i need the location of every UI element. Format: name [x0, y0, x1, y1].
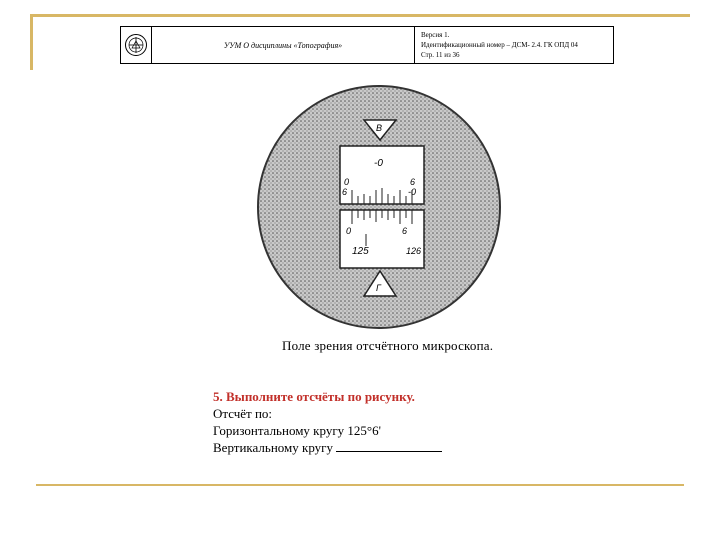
- task-line-2: Горизонтальному кругу 125°6': [213, 423, 381, 438]
- upper-scale-right-bottom: -0: [408, 187, 417, 197]
- lower-scale-right: 6: [402, 226, 408, 236]
- lower-scale-right-label: 126: [406, 246, 422, 256]
- seal-icon: [124, 33, 148, 57]
- header-title: УУМ О дисциплины «Топография»: [152, 27, 415, 63]
- lower-scale-main-label: 125: [352, 246, 369, 257]
- header-identifier: Идентификационный номер – ДСМ- 2.4. ГК ОПД 04: [421, 41, 578, 49]
- header-page: Стр. 11 из 36: [421, 51, 460, 59]
- lower-scale-window: [340, 210, 424, 268]
- task-title: 5. Выполните отсчёты по рисунку.: [213, 389, 415, 404]
- header-info: [415, 27, 613, 63]
- upper-scale-left-bottom: 6: [342, 187, 348, 197]
- upper-scale-left-top: 0: [344, 177, 350, 187]
- bottom-index-label: Г: [376, 283, 381, 293]
- task-line-3-text: Вертикальному кругу: [213, 440, 333, 455]
- answer-blank: [336, 440, 442, 452]
- upper-scale-center-label: -0: [374, 158, 383, 169]
- task-block: [213, 388, 442, 456]
- frame-bottom-line: [36, 484, 684, 486]
- frame-top-line: [30, 14, 690, 17]
- document-header: [120, 26, 614, 64]
- microscope-field-figure: [256, 84, 502, 330]
- university-logo: [121, 27, 152, 63]
- top-index-label: В: [376, 123, 383, 133]
- task-line-3: [213, 439, 442, 456]
- task-line-1: Отсчёт по:: [213, 406, 273, 421]
- header-version: Версия 1.: [421, 31, 450, 39]
- frame-left-line: [30, 14, 33, 70]
- lower-scale-left: 0: [346, 226, 352, 236]
- upper-scale-right-top: 6: [410, 177, 416, 187]
- figure-caption: Поле зрения отсчётного микроскопа.: [282, 338, 494, 353]
